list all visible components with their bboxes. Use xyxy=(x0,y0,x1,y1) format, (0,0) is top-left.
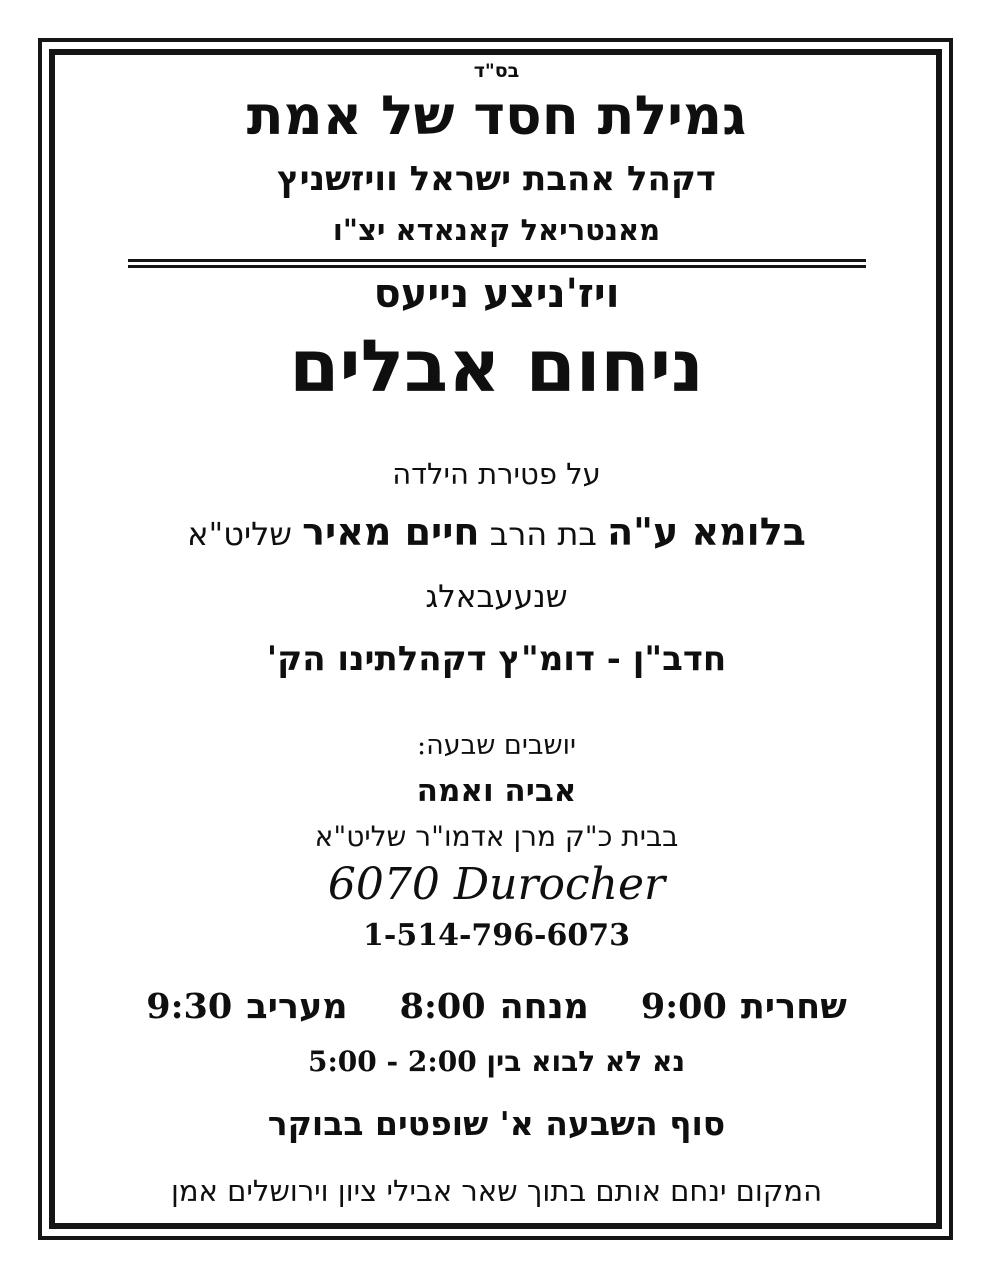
prayer-name: מנחה xyxy=(499,986,589,1027)
deceased-name-line xyxy=(57,506,936,560)
prayer-times-row xyxy=(57,984,936,1030)
shiva-location: בבית כ"ק מרן אדמו"ר שליט"א xyxy=(314,820,679,853)
mourners-line: אביה ואמה xyxy=(416,773,577,809)
header-divider xyxy=(128,259,866,268)
divider-rule-bottom xyxy=(128,265,866,268)
father-name: חיים מאיר xyxy=(302,509,480,554)
shiva-address: 6070 Durocher xyxy=(327,859,666,910)
phone-number: 1-514-796-6073 xyxy=(363,918,630,953)
no-visiting-hours-note: נא לא לבוא בין 2:00 - 5:00 xyxy=(307,1045,686,1078)
shiva-sitting-label: יושבים שבעה: xyxy=(416,730,577,761)
family-surname: שנעעבאלג xyxy=(425,579,568,615)
bsd-notation: בס"ד xyxy=(473,60,520,82)
father-titles: חדב"ן - דומ"ץ דקהלתינו הק' xyxy=(266,639,727,679)
notice-intro: על פטירת הילדה xyxy=(392,457,601,491)
condolence-blessing: המקום ינחם אותם בתוך שאר אבילי ציון וירושלים אמן xyxy=(170,1174,823,1208)
deceased-name: בלומא ע"ה xyxy=(607,509,806,554)
prayer-time: 9:00 xyxy=(640,986,727,1027)
father-honorific: שליט"א xyxy=(187,515,292,553)
notice-title: ניחום אבלים xyxy=(289,323,704,408)
relation-text: בת הרב xyxy=(489,515,597,553)
prayer-time: 9:30 xyxy=(146,986,233,1027)
prayer-time-mincha xyxy=(400,984,589,1030)
prayer-name: שחרית xyxy=(740,986,847,1027)
news-banner: ויז'ניצע נייעס xyxy=(373,271,620,317)
org-name: גמילת חסד של אמת xyxy=(246,83,747,147)
prayer-time-maariv xyxy=(146,984,347,1030)
shiva-end-line: סוף השבעה א' שופטים בבוקר xyxy=(267,1104,726,1143)
prayer-time: 8:00 xyxy=(399,986,486,1027)
community-name: דקהל אהבת ישראל וויזשניץ xyxy=(277,159,716,199)
city-line: מאנטריאל קאנאדא יצ"ו xyxy=(332,213,661,247)
divider-rule-top xyxy=(128,259,866,262)
prayer-name: מעריב xyxy=(246,986,348,1027)
prayer-time-shacharis xyxy=(641,984,847,1030)
notice-content xyxy=(57,55,936,1211)
